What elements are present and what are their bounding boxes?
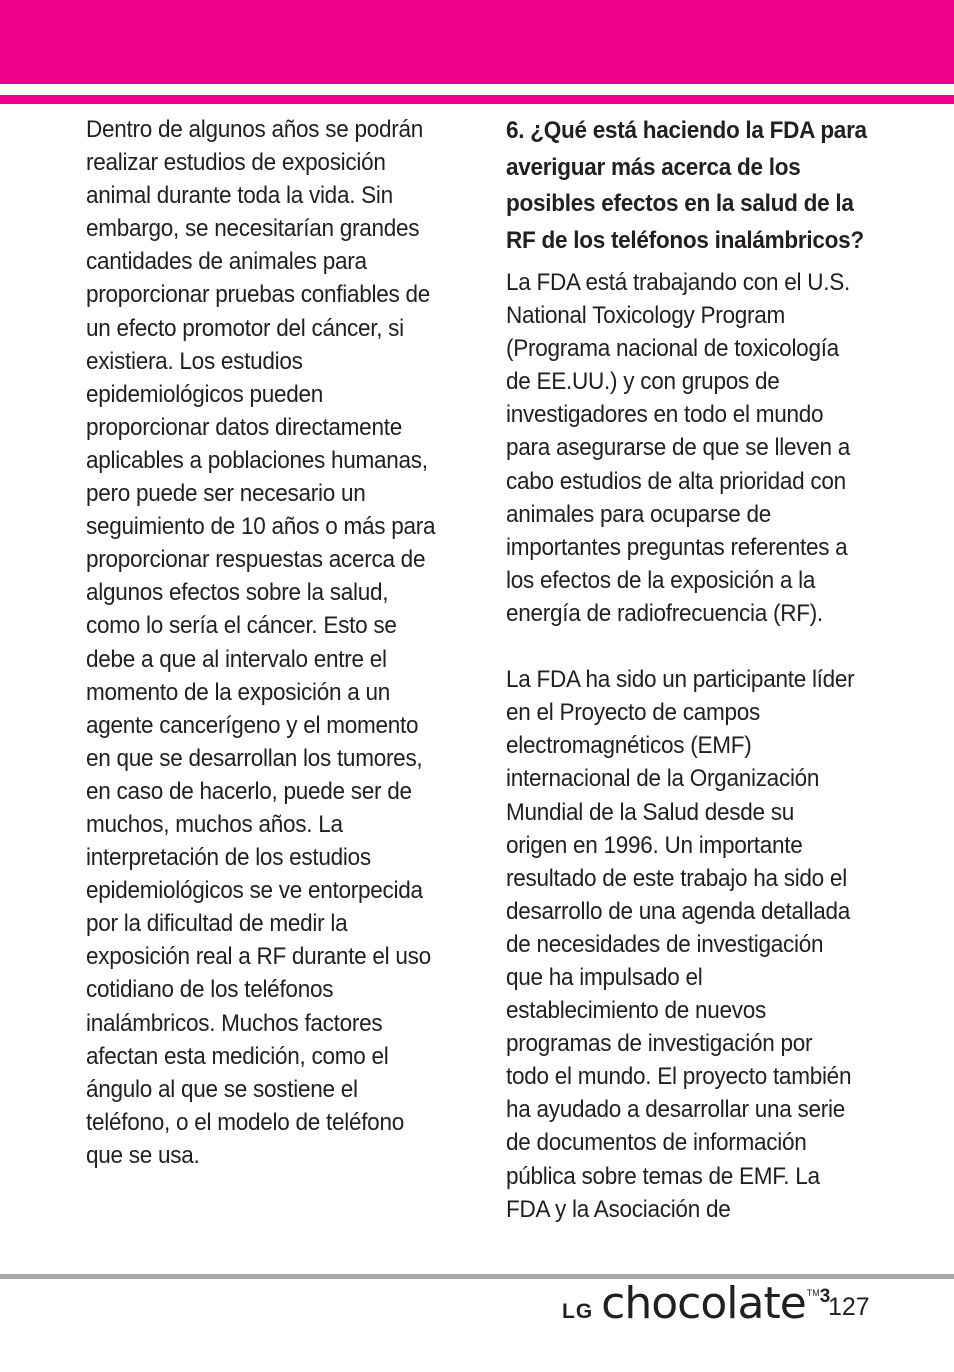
text-line: en caso de hacerlo, puede ser de — [86, 777, 412, 805]
text-line: cotidiano de los teléfonos — [86, 976, 334, 1004]
heading-line: 6. ¿Qué está haciendo la FDA para — [506, 117, 867, 144]
page-number: 127 — [828, 1293, 870, 1321]
text-line: existiera. Los estudios — [86, 347, 303, 375]
text-line: seguimiento de 10 años o más para — [86, 513, 436, 541]
text-line: inalámbricos. Muchos factores — [86, 1009, 383, 1037]
text-line: ha ayudado a desarrollar una serie — [506, 1096, 845, 1124]
logo-brand: LG — [562, 1300, 594, 1323]
text-line: como lo sería el cáncer. Esto se — [86, 612, 397, 640]
text-line: epidemiológicos pueden — [86, 380, 324, 408]
text-line: cantidades de animales para — [86, 248, 367, 276]
text-line: La FDA está trabajando con el U.S. — [506, 269, 850, 296]
text-line: internacional de la Organización — [506, 765, 820, 793]
text-line: animales para ocuparse de — [506, 500, 772, 528]
text-line: animal durante toda la vida. Sin — [86, 182, 393, 210]
text-line: (Programa nacional de toxicología — [506, 335, 839, 363]
text-line: Mundial de la Salud desde su — [506, 798, 795, 826]
text-line: en que se desarrollan los tumores, — [86, 744, 423, 772]
text-line: National Toxicology Program — [506, 302, 786, 330]
text-line: proporcionar pruebas confiables de — [86, 281, 430, 309]
text-line: epidemiológicos se ve entorpecida — [86, 877, 423, 905]
logo-version: 3 — [819, 1286, 831, 1307]
text-line: realizar estudios de exposición — [86, 149, 386, 177]
text-line: los efectos de la exposición a la — [506, 566, 816, 594]
text-line: en el Proyecto de campos — [506, 699, 760, 727]
left-column — [86, 113, 445, 1172]
text-line: teléfono, o el modelo de teléfono — [86, 1108, 404, 1136]
text-line: por la dificultad de medir la — [86, 910, 348, 938]
text-line: resultado de este trabajo ha sido el — [506, 864, 847, 892]
logo-product-name: chocolate — [601, 1278, 806, 1329]
section-heading — [506, 113, 867, 259]
text-line: electromagnéticos (EMF) — [506, 732, 752, 760]
heading-line: averiguar más acerca de los — [506, 153, 801, 181]
text-line: debe a que al intervalo entre el — [86, 645, 387, 673]
text-line: pero puede ser necesario un — [86, 480, 366, 508]
text-line: que se usa. — [86, 1141, 200, 1169]
right-column — [506, 113, 867, 1226]
text-line: La FDA ha sido un participante líder — [506, 666, 855, 694]
header-stripe — [0, 95, 954, 104]
text-line: embargo, se necesitarían grandes — [86, 215, 420, 243]
text-line: momento de la exposición a un — [86, 678, 391, 706]
paragraph-gap — [506, 630, 867, 663]
text-line: un efecto promotor del cáncer, si — [86, 314, 404, 342]
body-paragraph — [86, 113, 445, 1172]
header-band — [0, 0, 954, 84]
text-line: todo el mundo. El proyecto también — [506, 1063, 852, 1091]
text-line: Dentro de algunos años se podrán — [86, 116, 424, 143]
text-line: de documentos de información — [506, 1129, 807, 1157]
text-line: de EE.UU.) y con grupos de — [506, 368, 780, 396]
heading-line: RF de los teléfonos inalámbricos? — [506, 226, 864, 254]
text-line: algunos efectos sobre la salud, — [86, 579, 389, 607]
text-line: muchos, muchos años. La — [86, 810, 343, 838]
heading-line: posibles efectos en la salud de la — [506, 190, 854, 217]
text-line: establecimiento de nuevos — [506, 997, 767, 1025]
text-line: de necesidades de investigación — [506, 930, 824, 958]
text-line: proporcionar respuestas acerca de — [86, 546, 426, 574]
body-paragraph — [506, 266, 867, 630]
text-line: interpretación de los estudios — [86, 844, 371, 872]
body-paragraph — [506, 663, 867, 1226]
text-line: energía de radiofrecuencia (RF). — [506, 599, 823, 627]
text-line: pública sobre temas de EMF. La — [506, 1162, 820, 1190]
text-line: afectan esta medición, como el — [86, 1042, 389, 1070]
text-line: ángulo al que se sostiene el — [86, 1075, 358, 1103]
text-line: investigadores en todo el mundo — [506, 401, 824, 429]
logo-trademark: TM — [806, 1288, 820, 1298]
text-line: cabo estudios de alta prioridad con — [506, 467, 846, 495]
text-line: para asegurarse de que se lleven a — [506, 434, 850, 462]
text-line: agente cancerígeno y el momento — [86, 711, 419, 739]
text-line: que ha impulsado el — [506, 963, 703, 991]
text-line: proporcionar datos directamente — [86, 413, 402, 441]
text-line: origen en 1996. Un importante — [506, 831, 803, 859]
product-logo — [562, 1278, 830, 1338]
text-line: desarrollo de una agenda detallada — [506, 897, 851, 925]
text-line: aplicables a poblaciones humanas, — [86, 446, 428, 474]
text-line: FDA y la Asociación de — [506, 1195, 731, 1223]
text-line: importantes preguntas referentes a — [506, 533, 848, 561]
text-line: programas de investigación por — [506, 1030, 813, 1058]
text-line: exposición real a RF durante el uso — [86, 943, 431, 971]
